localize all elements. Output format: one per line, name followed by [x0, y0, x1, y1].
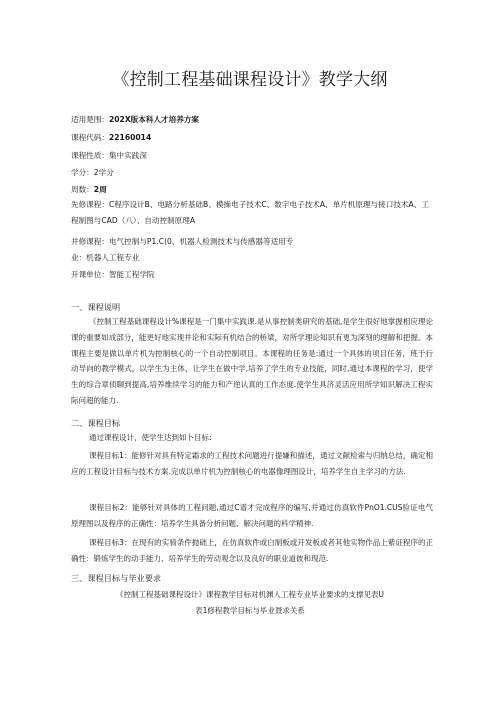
section-heading-3: 三、课程目标与毕业要求 [71, 573, 162, 583]
prerequisite-courses: 先修课程：C程序设计B、电路分析基础B、模操电子技术C、数字电子技术A、单片机原理与接口技术A、工程制图与CAD（八）、自动控制原理A [71, 200, 429, 225]
goal-1-paragraph: 课程目标1：能修针对具有特定霜求的工程技术问题进行提嫌和描述，通过文献检索与归纳总结，确定相应的工程设计目标与技术方案.完成以单片机为控制核心的电器像理图设计，培养学生自主学习的方法. [71, 451, 433, 476]
meta-key: 适用楚围： [71, 115, 109, 124]
meta-key: 周数： [71, 185, 94, 194]
meta-scope [71, 115, 199, 125]
meta-course-code [71, 133, 151, 143]
meta-value: 202X版本科人才培养方案 [108, 115, 200, 124]
concurrent-courses: 并修课程：电气控制与P1.C(0、机器人检测技术与传感器等适用专 [71, 237, 294, 246]
section-heading-1: 一、课程说明 [71, 302, 121, 312]
course-description-paragraph: 《控制工程基础课程设计%课程是一门集中实践课.是从事控制类研究的基础,是学生很好地掌握相应理论课的重要如成部分，能更好地实现并论和实际有机结合的桥梁，对所学理论知识有更为深刻的理解和把握。本课程主要是做以单片机为控制核心的一个自动控制项目。本课程的任务是:通过一个具体的项目任务，班于行动导向的教学模式，以学生为主体，让学生在做中学,培养了学生的专业技能，同时,通过本课程的学习，使学生的综合章侦聊到提高,培养维续学习的能力和产逆认真的工作态度.使学生具济灵活应用所学知识解决工程实际问超的能力. [71, 317, 433, 405]
table-caption: 表1修程教学目标与毕业聂求关系 [195, 606, 305, 615]
section-3-intro: 《控制工程基础课程设计》课程教学目标对机渊人工程专业毕业要求的支撑见表U [116, 590, 384, 599]
offering-unit: 开课单位：智能工程学院 [71, 270, 155, 279]
meta-value: 2周 [93, 185, 107, 194]
meta-credits [71, 168, 114, 178]
meta-value: 2学分 [93, 168, 114, 177]
meta-value: 集中实践深 [108, 151, 147, 160]
goal-3-paragraph: 课程目标3：在现有的实骑条件抛础上，在仿真软件或白制板或开发板或者其他实物作品上紫证程序的正确性：锻炼学生的动手能力、培养学生的劳动观念以及良好的职业道彼和现范. [71, 538, 433, 563]
meta-course-nature [71, 151, 147, 161]
section-heading-2: 二、课程目标 [71, 418, 121, 428]
meta-key: 课程代码： [71, 133, 109, 142]
meta-value: 22160014 [108, 133, 152, 142]
goal-intro: 通过课程设计，使学生达到如卜目标: [89, 433, 212, 442]
applicable-major: 业：机器人工程专业 [71, 253, 140, 262]
meta-key: 学分： [71, 168, 94, 177]
meta-key: 课程性质： [71, 151, 109, 160]
goal-2-paragraph: 课程目标2：能够针对具体的工程问题,通过C谱才完成程序的编写,并通过仿真软件PnO1.CUS验证电气原理图以及程序的正确性：培养学生具备分析问题、解决问题的科学精神. [71, 503, 433, 528]
document-title: 《控制工程基础课程设计》教学大纲 [112, 70, 388, 90]
meta-weeks [71, 185, 107, 195]
